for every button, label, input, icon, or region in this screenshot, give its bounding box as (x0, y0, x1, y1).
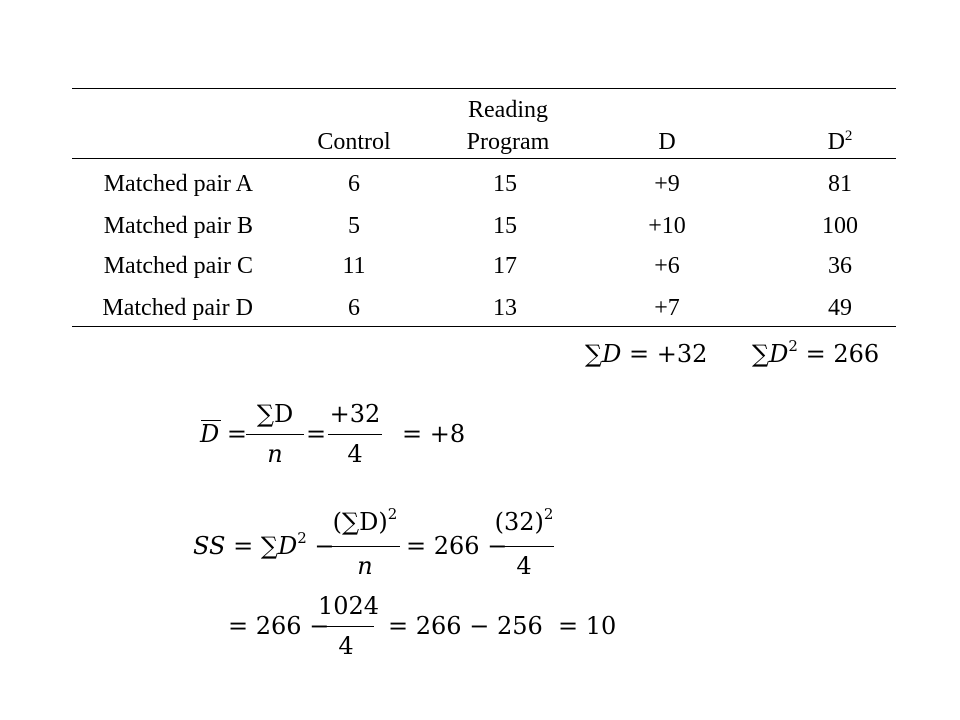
cell-d: +9 (654, 171, 680, 197)
ss-middle: = 266 − (406, 532, 508, 560)
cell-control: 11 (342, 253, 366, 279)
sum-d-squared-total: $\sum D^2 = 266$ (752, 337, 880, 368)
mean-result-value: +8 (429, 420, 466, 448)
mean-equals-1: = (306, 420, 327, 448)
d-bar-symbol: D = (200, 420, 247, 448)
cell-d: +10 (648, 213, 686, 239)
ss-fraction-1-bar (330, 546, 400, 547)
cell-control: 6 (348, 295, 360, 321)
mean-fraction-1-bar (246, 434, 304, 435)
ss-fraction-2-numerator: $(32)^2$ (494, 505, 554, 536)
ss-fraction-1 (330, 505, 400, 584)
cell-program: 15 (493, 213, 517, 239)
cell-d: +6 (654, 253, 680, 279)
ss-fraction-2 (494, 505, 554, 584)
table-top-rule (72, 88, 896, 89)
ss2-fraction (318, 592, 380, 662)
header-d-squared (828, 128, 853, 156)
ss2-start: = 266 − (228, 612, 330, 640)
mean-fraction-1-numerator: ∑D (256, 400, 294, 428)
ss2-fraction-denominator: 4 (338, 632, 354, 660)
mean-fraction-2-numerator: +32 (329, 400, 381, 428)
mean-fraction-2-bar (328, 434, 382, 435)
cell-d-squared: 100 (822, 213, 858, 239)
ss-fraction-2-denominator: 4 (516, 552, 532, 580)
sum-d-squared-value: 266 (833, 340, 880, 368)
header-control: Control (317, 129, 391, 155)
header-d: D (658, 129, 676, 155)
mean-fraction-1-denominator: n (267, 440, 283, 468)
table-bottom-rule (72, 326, 896, 327)
ss-fraction-2-bar (494, 546, 554, 547)
header-reading-line1: Reading (468, 97, 548, 123)
mean-fraction-1 (246, 400, 304, 470)
table-header-rule (72, 158, 896, 159)
header-d-squared-base: D (827, 129, 845, 155)
ss-lhs: SS = $\sum D^2$ − (193, 529, 335, 560)
ss-result-value: 10 (585, 612, 617, 640)
cell-d-squared: 81 (828, 171, 852, 197)
cell-d-squared: 49 (828, 295, 852, 321)
cell-program: 17 (493, 253, 517, 279)
row-label: Matched pair B (103, 213, 253, 239)
ss-fraction-1-denominator: n (357, 552, 373, 580)
cell-control: 6 (348, 171, 360, 197)
ss2-fraction-bar (318, 626, 374, 627)
cell-control: 5 (348, 213, 360, 239)
row-label: Matched pair D (102, 295, 253, 321)
sum-d-value: +32 (656, 340, 708, 368)
header-d-squared-exponent: 2 (844, 128, 853, 144)
cell-program: 13 (493, 295, 517, 321)
ss-fraction-1-numerator: $(\sum D)^2$ (332, 505, 398, 536)
cell-d: +7 (654, 295, 680, 321)
cell-d-squared: 36 (828, 253, 852, 279)
ss2-end: = 266 − 256 = 10 (388, 612, 617, 640)
mean-result: = +8 (402, 420, 466, 448)
mean-fraction-2 (328, 400, 382, 470)
row-label: Matched pair C (103, 253, 253, 279)
row-label: Matched pair A (103, 171, 253, 197)
sum-d-total: ∑D = +32 (585, 340, 708, 368)
ss2-fraction-numerator: 1024 (318, 592, 380, 620)
mean-fraction-2-denominator: 4 (347, 440, 363, 468)
cell-program: 15 (493, 171, 517, 197)
header-reading-line2: Program (466, 129, 550, 155)
d-bar-overline (201, 420, 221, 421)
